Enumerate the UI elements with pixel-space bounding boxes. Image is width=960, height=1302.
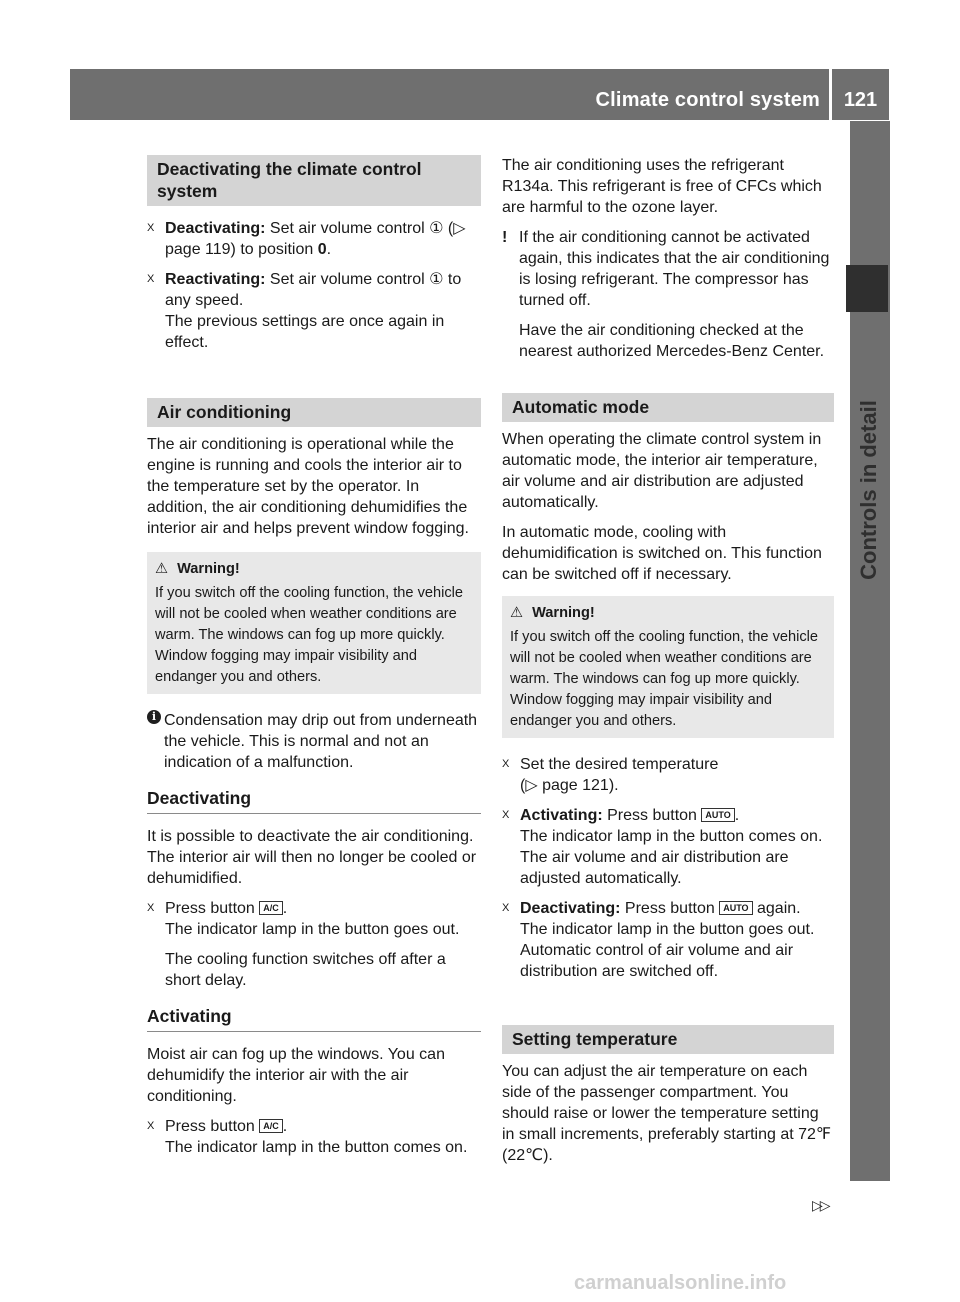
caution-note (502, 227, 834, 362)
ac-button-icon (259, 901, 283, 915)
setting-temperature-p1: You can adjust the air temperature on each side of the passenger compartment. You should raise or lower the temperature setting in small increments, preferably starting at 72℉ (22℃). (502, 1063, 832, 1164)
page-reference: (▷ page 119) to position (165, 220, 466, 258)
automatic-mode-p2: In automatic mode, cooling with dehumidification is switched on. This function can be switched off if necessary. (502, 524, 822, 583)
warning-text: If you switch off the cooling function, the vehicle will not be cooled when weather conditions are warm. The windows can fog up more quickly. Window fogging may impair visibility and endanger you and others. (510, 629, 819, 729)
activating-intro: Moist air can fog up the windows. You can dehumidify the interior air with the air conditioning. (147, 1046, 445, 1105)
ac-button-icon-top: A/C (263, 1121, 279, 1131)
warning-title (155, 559, 473, 580)
page-title: Climate control system (595, 89, 820, 111)
watermark: carmanualsonline.info (574, 1272, 787, 1294)
bullet-activating-auto: X Activating: Press button AUTO . The indicator lamp in the button comes on. The air volume and air distribution are adjusted automatically. (502, 805, 834, 889)
refrigerant-text: The air conditioning uses the refrigerant R134a. This refrigerant is free of CFCs which are harmful to the ozone layer. (502, 157, 822, 216)
subheading-deactivating: Deactivating (147, 788, 481, 814)
page-reference: (▷ page 121). (520, 777, 619, 794)
info-icon: i (147, 710, 161, 724)
sidebar-section-label: Controls in detail (856, 400, 881, 580)
bullet-press-ac-on: X Press button A/C . The indicator lamp in the button comes on. (147, 1116, 481, 1158)
control-number-icon: ① (429, 220, 444, 237)
bullet-arrow-icon: X (147, 1120, 155, 1132)
warning-title-text: Warning! (177, 561, 240, 577)
bullet-label: Deactivating: (520, 900, 621, 917)
bullet-text: Press button (624, 900, 715, 917)
info-note (147, 710, 481, 773)
warning-box (147, 552, 481, 694)
page-number: 121 (843, 89, 878, 111)
automatic-mode-p1: When operating the climate control system in automatic mode, the interior air temperature, air volume and air distribution are adjusted automatically. (502, 431, 822, 511)
sidebar-tab-marker (846, 265, 888, 312)
bullet-text-continued: to any speed. (165, 271, 462, 309)
deactivating-intro: It is possible to deactivate the air conditioning. The interior air will then no longer be cooled or dehumidified. (147, 828, 477, 887)
bullet-reactivating (147, 269, 481, 353)
bullet-text: Press button (165, 900, 255, 917)
control-number-icon: ① (429, 271, 444, 288)
info-text: Condensation may drip out from underneath the vehicle. This is normal and not an indication of a malfunction. (164, 712, 478, 771)
bullet-text: Set the desired temperature (520, 756, 719, 773)
bullet-subtext: The indicator lamp in the button goes out. (165, 921, 460, 938)
bullet-text: Press button (165, 1118, 255, 1135)
bullet-arrow-icon: X (502, 758, 510, 770)
bullet-subtext: The indicator lamp in the button goes out. Automatic control of air volume and air distribution are switched off. (520, 921, 815, 980)
bullet-arrow-icon: X (502, 902, 510, 914)
bullet-arrow-icon: X (147, 902, 155, 914)
bullet-text: Set air volume control (269, 220, 425, 237)
ac-button-icon-top: A/C (263, 903, 279, 913)
caution-subtext: Have the air conditioning checked at the nearest authorized Mercedes-Benz Center. (519, 322, 825, 360)
bullet-subtext: The indicator lamp in the button comes on. The air volume and air distribution are adjusted automatically. (520, 828, 823, 887)
auto-button-icon: AUTO (701, 808, 734, 822)
auto-button-icon: AUTO (719, 901, 752, 915)
section-heading-automatic-mode: Automatic mode (502, 393, 834, 422)
caution-text: If the air conditioning cannot be activated again, this indicates that the air conditioning is losing refrigerant. The compressor has turned off. (519, 229, 830, 309)
caution-icon: ! (502, 229, 508, 246)
continue-arrow-icon: ▷▷ (812, 1197, 828, 1213)
bullet-subtext: The previous settings are once again in effect. (165, 313, 445, 351)
position-value: 0 (317, 241, 327, 258)
air-conditioning-intro: The air conditioning is operational while the engine is running and cools the interior air to the temperature set by the operator. In addition, the air conditioning dehumidifies the interior air and helps prevent window fogging. (147, 436, 469, 537)
subheading-activating: Activating (147, 1006, 481, 1032)
bullet-text-continued: again. (757, 900, 801, 917)
bullet-deactivating: X Deactivating: Set air volume control ① (▷ page 119) to position 0. (147, 220, 466, 258)
bullet-arrow-icon: X (502, 809, 510, 821)
bullet-press-ac-off: X Press button A/C . The indicator lamp in the button goes out. The cooling function switches off after a short delay. (147, 898, 481, 991)
bullet-set-temperature (502, 754, 834, 796)
warning-title (510, 603, 826, 624)
bullet-text: Set air volume control (269, 271, 425, 288)
warning-box (502, 596, 834, 738)
right-column (502, 155, 834, 1175)
section-heading-air-conditioning: Air conditioning (147, 398, 481, 427)
bullet-arrow-icon: X (147, 222, 155, 234)
section-heading-deactivating-system: Deactivating the climate control system (147, 155, 481, 206)
section-heading-setting-temperature: Setting temperature (502, 1025, 834, 1054)
warning-triangle-icon: ⚠ (510, 605, 524, 621)
warning-text: If you switch off the cooling function, the vehicle will not be cooled when weather conditions are warm. The windows can fog up more quickly. Window fogging may impair visibility and endanger you and others. (155, 585, 464, 685)
bullet-label: Deactivating: (165, 220, 266, 237)
bullet-arrow-icon: X (147, 273, 155, 285)
bullet-deactivating-auto (502, 898, 834, 982)
warning-triangle-icon: ⚠ (155, 561, 169, 577)
warning-title-text: Warning! (532, 605, 595, 621)
left-column (147, 155, 481, 1167)
bullet-subtext: The indicator lamp in the button comes on. (165, 1139, 468, 1156)
bullet-subtext: The cooling function switches off after a short delay. (165, 951, 446, 989)
bullet-label: Reactivating: (165, 271, 266, 288)
ac-button-icon (259, 1119, 283, 1133)
bullet-label: Activating: (520, 807, 603, 824)
bullet-text: Press button (607, 807, 697, 824)
